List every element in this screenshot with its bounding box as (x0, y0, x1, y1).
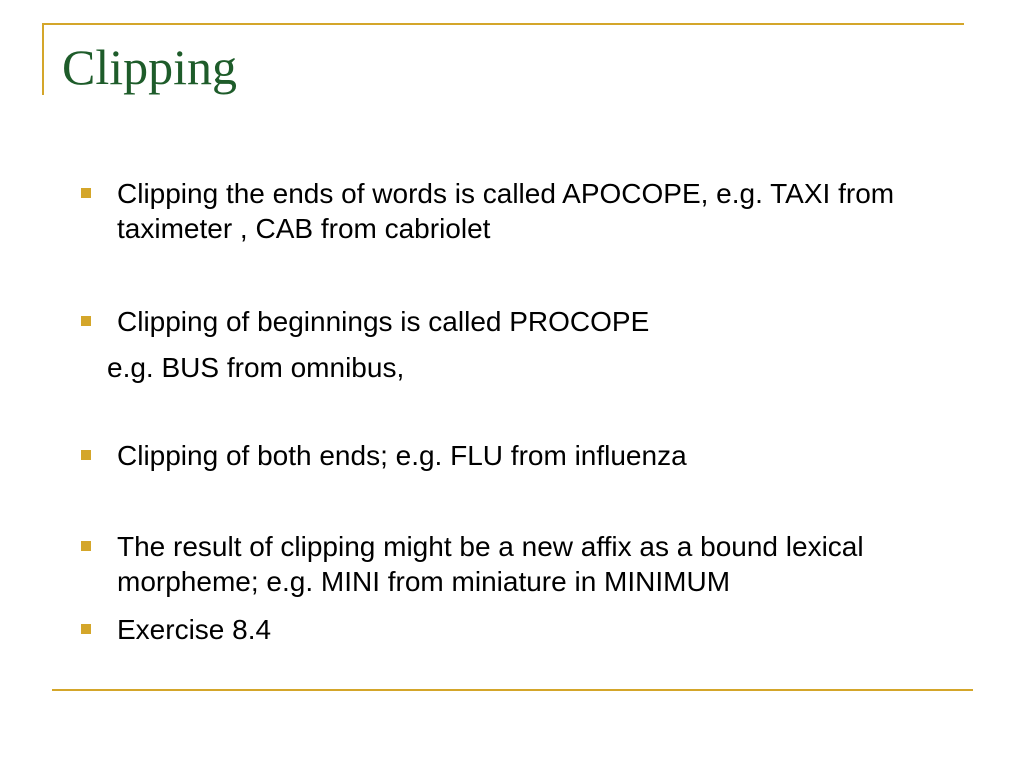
square-bullet-icon (81, 450, 91, 460)
square-bullet-icon (81, 541, 91, 551)
bullet-affix (117, 529, 997, 599)
bullet-both-ends (117, 438, 997, 473)
bullet-text: Clipping of beginnings is called PROCOPE (117, 306, 650, 337)
bullet-text: Exercise 8.4 (117, 614, 272, 645)
bullet-text: Clipping the ends of words is called APOCOPE, e.g. TAXI from taximeter , CAB from cabriolet (117, 178, 895, 244)
slide-title: Clipping (62, 39, 238, 95)
square-bullet-icon (81, 316, 91, 326)
bullet-procope (117, 304, 997, 339)
bottom-rule (52, 689, 973, 691)
bullet-apocope (117, 176, 997, 246)
procope-example: e.g. BUS from omnibus, (107, 352, 405, 383)
bullet-text: The result of clipping might be a new affix as a bound lexical morpheme; e.g. MINI from miniature in MINIMUM (117, 531, 864, 597)
bullet-exercise (117, 612, 997, 647)
square-bullet-icon (81, 624, 91, 634)
square-bullet-icon (81, 188, 91, 198)
bullet-text: Clipping of both ends; e.g. FLU from influenza (117, 440, 687, 471)
